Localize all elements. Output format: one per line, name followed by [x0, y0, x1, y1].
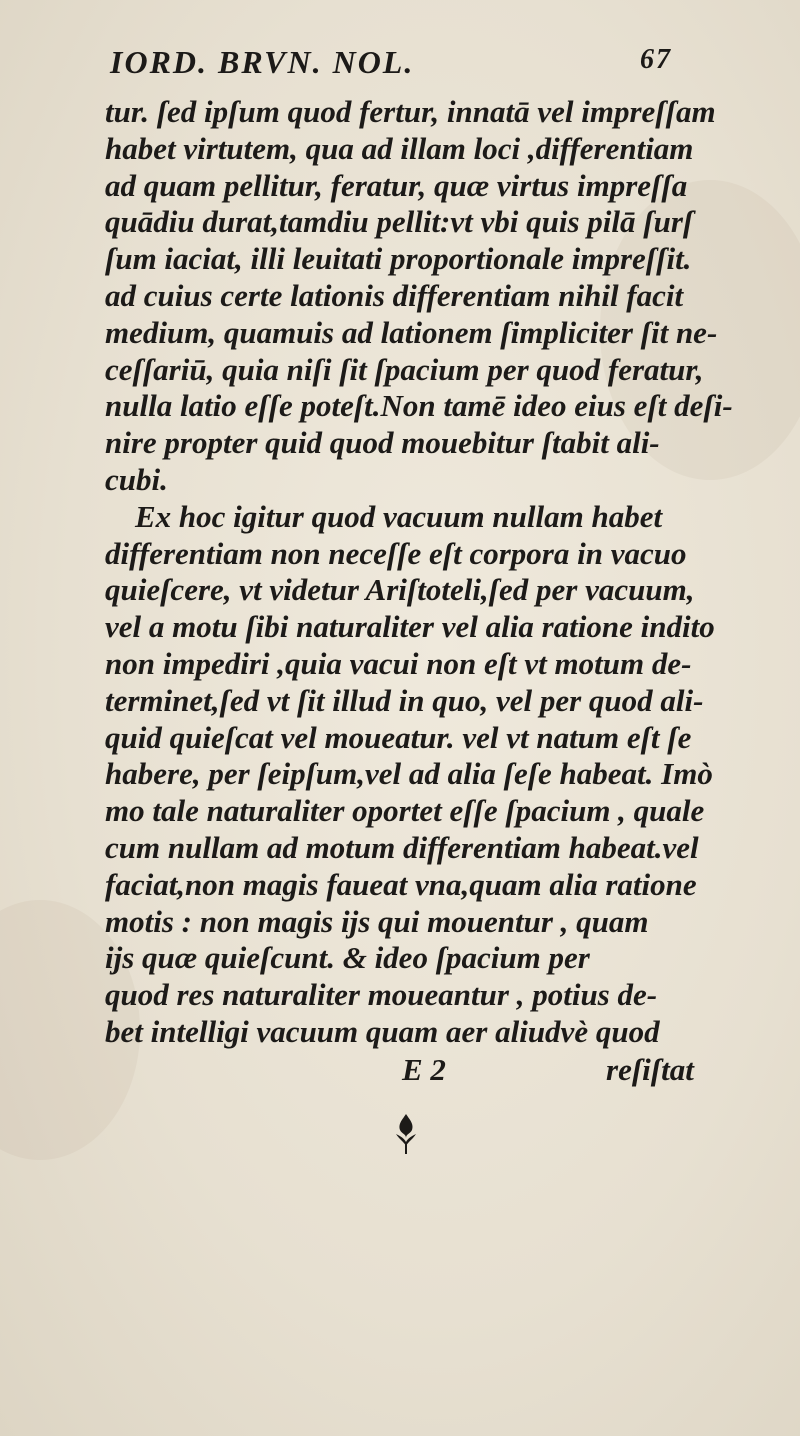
text-line: terminet,ſed vt ſit illud in quo, vel per quod ali-	[105, 682, 704, 718]
body-text	[105, 94, 733, 1051]
page-header	[110, 44, 670, 84]
fleuron-icon	[392, 1112, 420, 1156]
text-line: nulla latio eſſe poteſt.Non tamē ideo eius eſt deſi-	[105, 388, 733, 424]
text-line: differentiam non neceſſe eſt corpora in vacuo	[105, 535, 687, 571]
text-line: ad cuius certe lationis differentiam nihil facit	[105, 277, 684, 313]
text-line: ijs quæ quieſcunt. & ideo ſpacium per	[105, 940, 590, 976]
text-line: medium, quamuis ad lationem ſimpliciter ſit ne-	[105, 314, 718, 350]
text-line: habere, per ſeipſum,vel ad alia ſeſe habeat. Imò	[105, 756, 713, 792]
catchword: reſiſtat	[606, 1052, 694, 1087]
text-line: mo tale naturaliter oportet eſſe ſpacium , quale	[105, 793, 705, 829]
page-footer	[0, 1052, 800, 1092]
text-line: faciat,non magis faueat vna,quam alia ratione	[105, 866, 697, 902]
text-line: cum nullam ad motum differentiam habeat.vel	[105, 829, 699, 865]
text-line: cubi.	[105, 461, 168, 497]
running-head: IORD. BRVN. NOL.	[110, 44, 415, 80]
text-line: quod res naturaliter moueantur , potius de-	[105, 977, 658, 1013]
text-line: quādiu durat,tamdiu pellit:vt vbi quis pilā ſurſ	[105, 204, 694, 240]
paragraph-start-line: Ex hoc igitur quod vacuum nullam habet	[135, 498, 663, 534]
text-line: habet virtutem, qua ad illam loci ,differentiam	[105, 130, 694, 166]
text-line: vel a motu ſibi naturaliter vel alia ratione indito	[105, 609, 715, 645]
text-line: motis : non magis ijs qui mouentur , quam	[105, 903, 649, 939]
page-number: 67	[640, 44, 672, 75]
text-line: ad quam pellitur, feratur, quæ virtus impreſſa	[105, 167, 688, 203]
signature-mark: E 2	[402, 1052, 446, 1087]
text-line: quieſcere, vt videtur Ariſtoteli,ſed per vacuum,	[105, 572, 695, 608]
text-line: ſum iaciat, illi leuitati proportionale impreſſit.	[105, 241, 692, 277]
text-line: non impediri ,quia vacui non eſt vt motum de-	[105, 645, 692, 681]
text-line: tur. ſed ipſum quod fertur, innatā vel impreſſam	[105, 94, 716, 129]
text-line: quid quieſcat vel moueatur. vel vt natum eſt ſe	[105, 719, 692, 755]
text-line: bet intelligi vacuum quam aer aliudvè quod	[105, 1013, 660, 1049]
text-line: nire propter quid quod mouebitur ſtabit ali-	[105, 425, 660, 461]
text-line: ceſſariū, quia niſi ſit ſpacium per quod feratur,	[105, 351, 704, 387]
